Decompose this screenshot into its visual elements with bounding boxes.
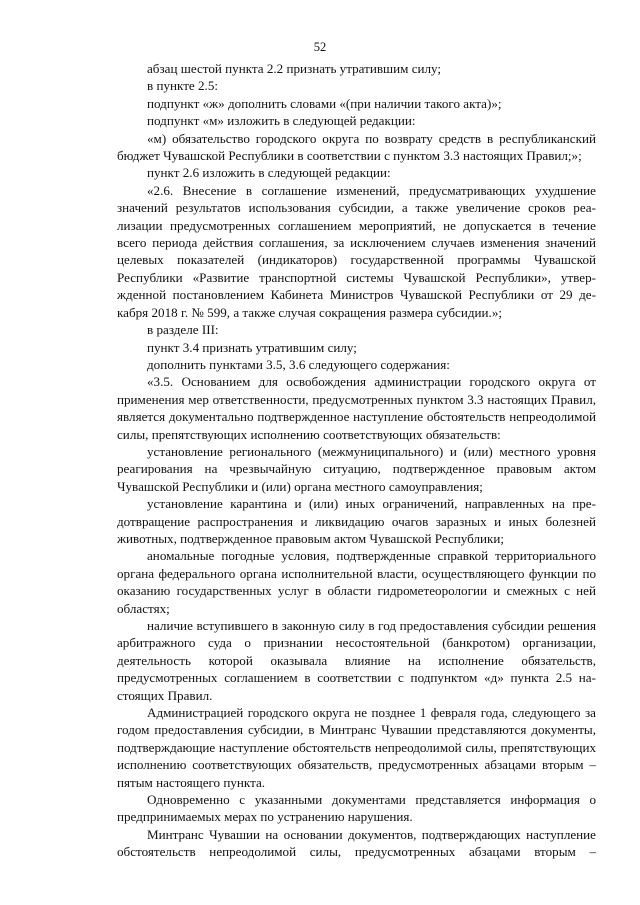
- paragraph: аномальные погодные условия, подтвержденные справкой территориального органа федерального органа исполнительной власти, осуществляющего функции по оказанию государственных услуг в области гидрометеорологии и смежных с ней областях;: [117, 548, 596, 616]
- paragraph: установление карантина и (или) иных ограничений, направленных на предотвращение распространения и ликвидацию очагов заразных и иных болезней животных, подтвержденное правовым актом Чувашской Республики;: [117, 496, 596, 546]
- paragraph: абзац шестой пункта 2.2 признать утратившим силу;: [147, 61, 442, 76]
- paragraph: пункт 3.4 признать утратившим силу;: [147, 339, 357, 355]
- paragraph: в пункте 2.5:: [147, 78, 219, 94]
- paragraph: пункт 2.6 изложить в следующей редакции:: [147, 165, 391, 181]
- paragraph: Минтранс Чувашии на основании документов, подтверждающих наступление обстоятельств непреодолимой силы, предусмотренных абзацами вторым –: [117, 826, 596, 860]
- paragraph: подпункт «м» изложить в следующей редакции:: [147, 113, 416, 129]
- paragraph: установление регионального (межмуниципального) и (или) местного уровня реагирования на чрезвычайную ситуацию, подтвержденное правовым актом Чувашской Республики и (или) органа местного самоуправления;: [117, 443, 596, 494]
- paragraph: дополнить пунктами 3.5, 3.6 следующего содержания:: [147, 356, 450, 372]
- paragraph: «м) обязательство городского округа по возврату средств в республиканский бюджет Чувашской Республики в соответствии с пунктом 3.3 настоящих Правил;»;: [117, 130, 596, 164]
- paragraph: в разделе III:: [147, 322, 219, 338]
- paragraph: Администрацией городского округа не позднее 1 февраля года, следующего за годом предоставления субсидии, в Минтранс Чувашии представляются документы, подтверждающие наступление обстоятельств непреодолимой силы, препятствующих исполнению соответствующих обязательств, предусмотренных абзацами вторым – пятым настоящего пункта.: [117, 705, 596, 790]
- paragraph: Одновременно с указанными документами представляется информация о предпринимаемых мерах по устранению нарушения.: [117, 792, 596, 825]
- paragraph: наличие вступившего в законную силу в год предоставления субсидии решения арбитражного суда о признании несостоятельной (банкротом) организации, деятельность которой оказывала влияние на исполнение обязательств, предусмотренных соглашением в соответствии с подпунктом «д» пункта 2.5 настоящих Правил.: [117, 618, 596, 703]
- document-body: [117, 60, 596, 861]
- paragraph: «3.5. Основанием для освобождения администрации городского округа от применения мер ответственности, предусмотренных пунктом 3.3 настоящих Правил, является документально подтвержденное наступление обстоятельств непреодолимой силы, препятствующих исполнению соответствующих обязательств:: [117, 374, 596, 442]
- paragraph: подпункт «ж» дополнить словами «(при наличии такого акта)»;: [147, 95, 502, 111]
- paragraph: «2.6. Внесение в соглашение изменений, предусматривающих ухудшение значений результатов использования субсидии, а также увеличение сроков реализации предусмотренных соглашением мероприятий, не допускается в течение всего периода действия соглашения, за исключением случаев изменения значений целевых показателей (индикаторов) государственной программы Чувашской Республики «Развитие транспортной системы Чувашской Республики», утвержденной постановлением Кабинета Министров Чувашской Республики от 29 декабря 2018 г. № 599, а также случая сокращения размера субсидии.»;: [117, 182, 596, 320]
- page-number: 52: [313, 40, 327, 54]
